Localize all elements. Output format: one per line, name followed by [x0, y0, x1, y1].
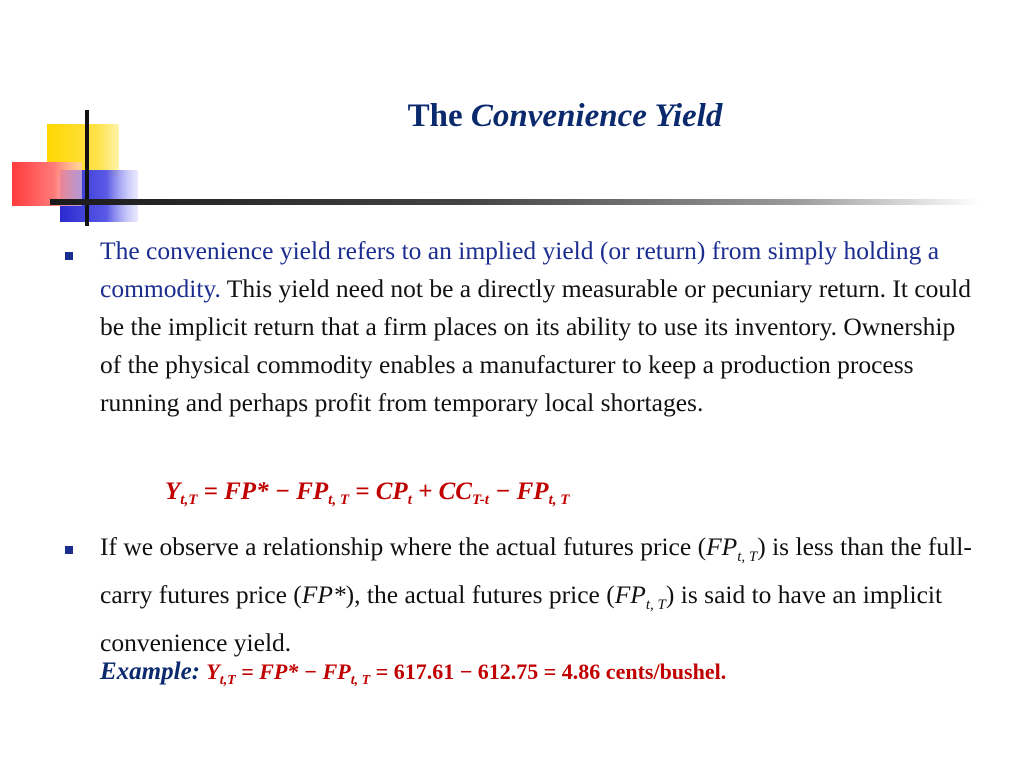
slide-title — [0, 98, 1024, 135]
bullet-marker-2 — [65, 546, 73, 554]
bullet-paragraph-2: If we observe a relationship where the actual futures price $(FP_{t, T})$ is less than the full-carry futures price (FP*), the actual futures price $(FP_{t, T})$ is said to have an implicit convenience yield. — [100, 532, 972, 657]
bullet-marker-1 — [65, 252, 73, 260]
convenience-yield-formula: $Y_{t,T} = FP* - FP_{t, T} = CP_t + CC_{T-t} - FP_{t, T}$ — [165, 478, 570, 508]
example-result: = 617.61 − 612.75 = 4.86 cents/bushel. — [370, 659, 727, 684]
example-line — [100, 658, 726, 689]
title-italic: Convenience Yield — [470, 98, 723, 134]
explanation-text: This yield need not be a directly measurable or pecuniary return. It could be the implicit return that a firm places on its ability to use its inventory. Ownership of the physical commodity enables a manufacturer to keep a production process running and perhaps profit from temporary local shortages. — [100, 274, 971, 417]
example-formula: $Y_{t,T} = FP* - FP_{t, T}$ — [206, 659, 371, 688]
example-label: Example: — [100, 658, 200, 685]
definition-text: The convenience yield refers to an implied yield (or return) from simply holding a commodity. — [100, 236, 940, 303]
bullet-paragraph-1 — [100, 232, 980, 422]
title-underline — [50, 199, 980, 205]
title-prefix: The — [407, 98, 463, 134]
